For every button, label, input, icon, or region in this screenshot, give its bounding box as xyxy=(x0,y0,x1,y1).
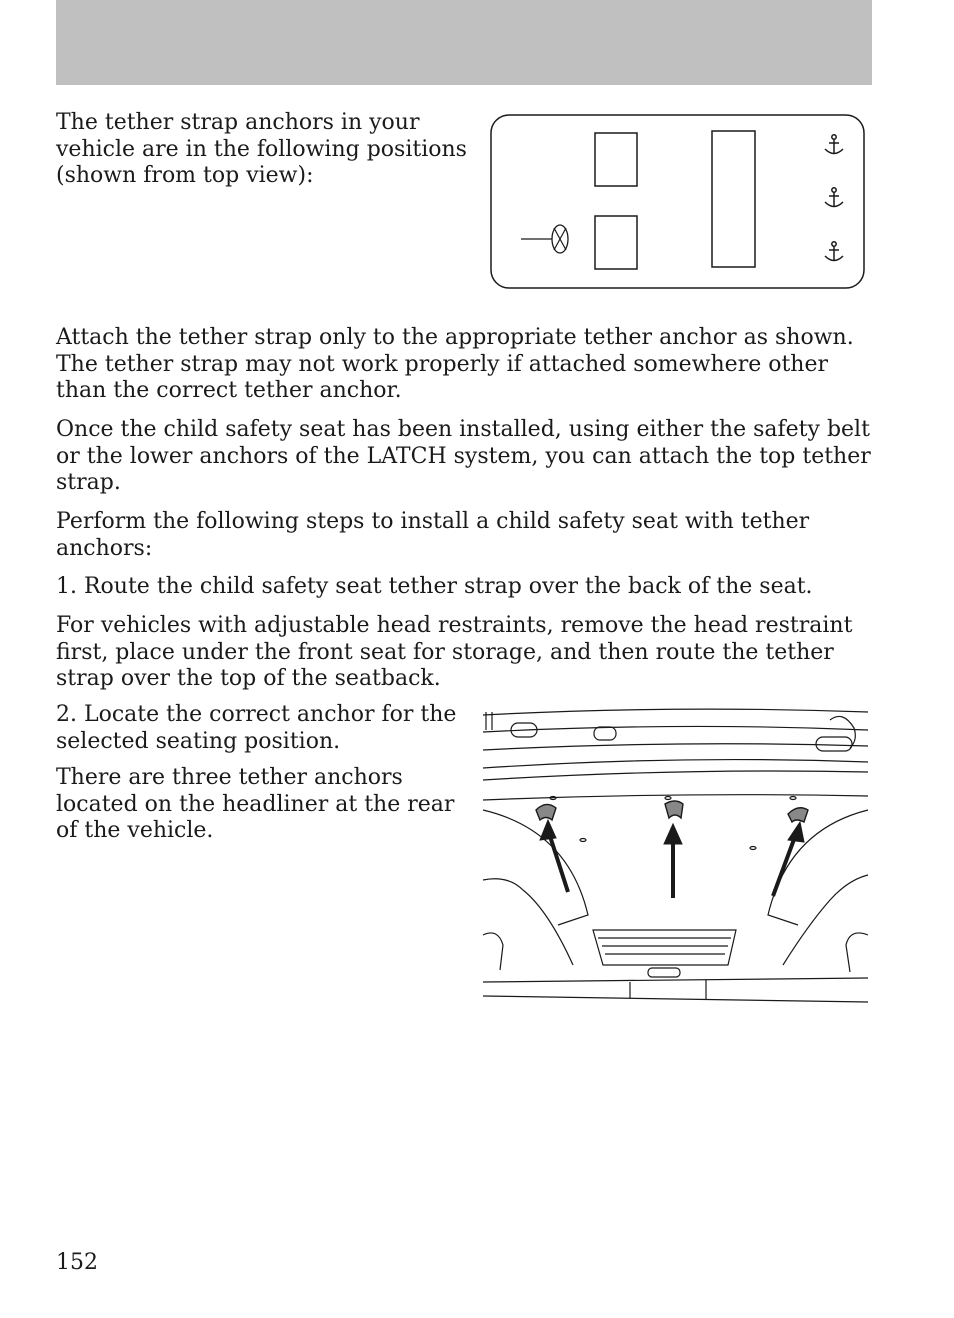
head-restraint-paragraph: For vehicles with adjustable head restraints, remove the head restraint first, place under the front seat for storage, and then route the tether strap over the top of the seatback. xyxy=(56,613,853,691)
header-bar xyxy=(56,0,872,85)
anchor-icon xyxy=(825,188,843,207)
perform-steps-paragraph: Perform the following steps to install a child safety seat with tether anchors: xyxy=(56,509,810,561)
rear-bench-seat xyxy=(712,131,755,267)
headliner-anchors-illustration xyxy=(478,700,873,1010)
page-number: 152 xyxy=(56,1250,98,1275)
tether-anchor-diagram xyxy=(488,112,868,292)
anchor-icon xyxy=(825,135,843,154)
step-2: 2. Locate the correct anchor for the selected seating position. xyxy=(56,702,457,754)
installed-paragraph: Once the child safety seat has been installed, using either the safety belt or the lower anchors of the LATCH system, you can attach the top tether strap. xyxy=(56,417,871,495)
attach-paragraph: Attach the tether strap only to the appropriate tether anchor as shown. The tether strap may not work properly if attached somewhere other than the correct tether anchor. xyxy=(56,325,854,403)
vehicle-outline xyxy=(491,115,864,288)
steering-wheel-icon xyxy=(521,225,568,253)
step-1: 1. Route the child safety seat tether strap over the back of the seat. xyxy=(56,574,813,599)
anchor-icon xyxy=(825,242,843,261)
front-seat-right xyxy=(595,133,637,186)
intro-paragraph: The tether strap anchors in your vehicle are in the following positions (shown from top view): xyxy=(56,110,467,188)
three-anchors-paragraph: There are three tether anchors located on the headliner at the rear of the vehicle. xyxy=(56,765,455,843)
front-seat-left xyxy=(595,216,637,269)
